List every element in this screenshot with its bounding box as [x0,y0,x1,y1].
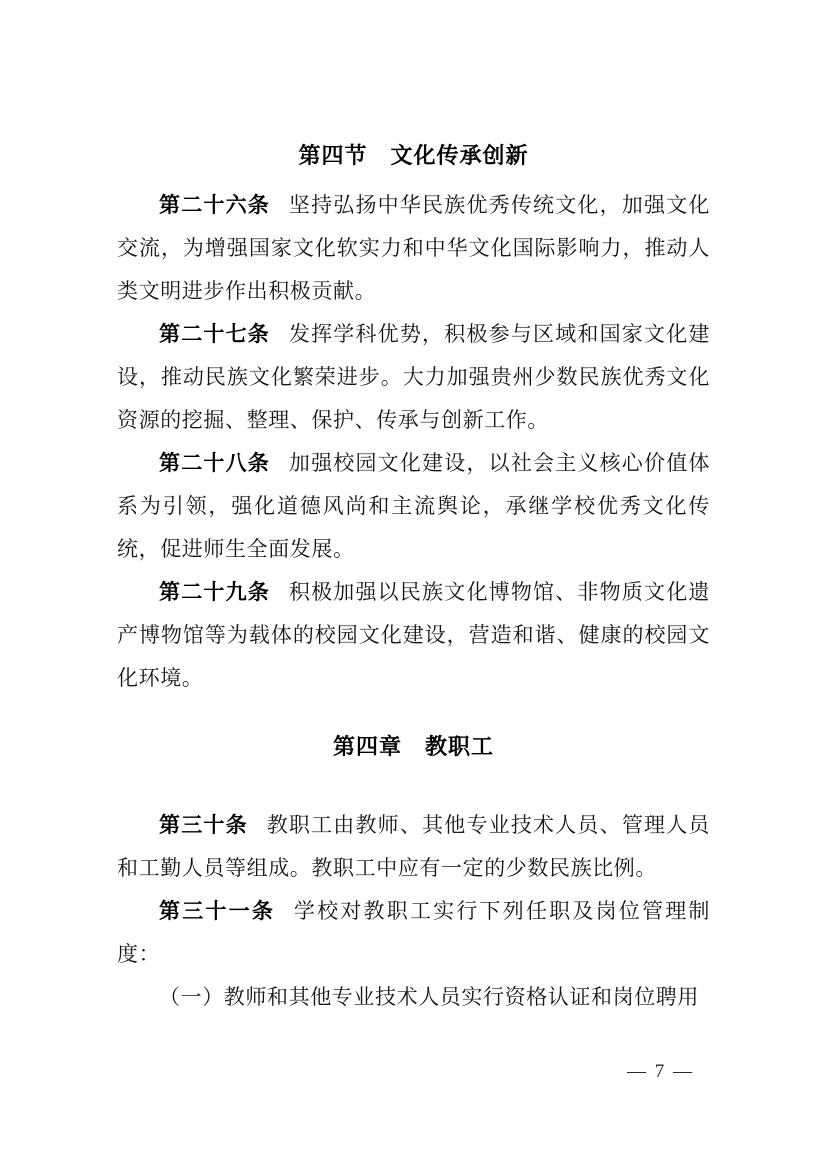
chapter-4-body [117,804,710,1019]
article-28-paragraph [117,442,710,571]
article-28-text: 加强校园文化建设，以社会主义核心价值体系为引领，强化道德风尚和主流舆论，承继学校优秀文化传统，促进师生全面发展。 [117,451,710,561]
chapter-heading: 第四章 教职工 [332,734,494,759]
article-30-label: 第三十条 [159,814,248,837]
article-28-label: 第二十八条 [159,452,270,475]
page-number: — 7 — [627,1061,694,1082]
article-26-paragraph [117,184,710,313]
article-27-paragraph [117,313,710,442]
article-31-paragraph [117,890,710,976]
article-27-text: 发挥学科优势，积极参与区域和国家文化建设，推动民族文化繁荣进步。大力加强贵州少数民族优秀文化资源的挖掘、整理、保护、传承与创新工作。 [117,322,710,432]
article-29-text: 积极加强以民族文化博物馆、非物质文化遗产博物馆等为载体的校园文化建设，营造和谐、健康的校园文化环境。 [117,580,710,690]
article-31-text: 学校对教职工实行下列任职及岗位管理制度： [117,899,710,966]
article-26-text: 坚持弘扬中华民族优秀传统文化，加强文化交流，为增强国家文化软实力和中华文化国际影响力，推动人类文明进步作出积极贡献。 [117,193,710,303]
section-4-body [117,184,710,700]
article-30-paragraph [117,804,710,890]
article-26-label: 第二十六条 [159,194,270,217]
article-29-paragraph [117,571,710,700]
article-31-label: 第三十一条 [159,900,276,923]
list-item-1: （一）教师和其他专业技术人员实行资格认证和岗位聘用 [159,985,699,1009]
article-30-text: 教职工由教师、其他专业技术人员、管理人员和工勤人员等组成。教职工中应有一定的少数民族比例。 [117,813,711,880]
section-heading: 第四节 文化传承创新 [298,143,529,168]
article-27-label: 第二十七条 [159,323,270,346]
article-29-label: 第二十九条 [159,581,270,604]
